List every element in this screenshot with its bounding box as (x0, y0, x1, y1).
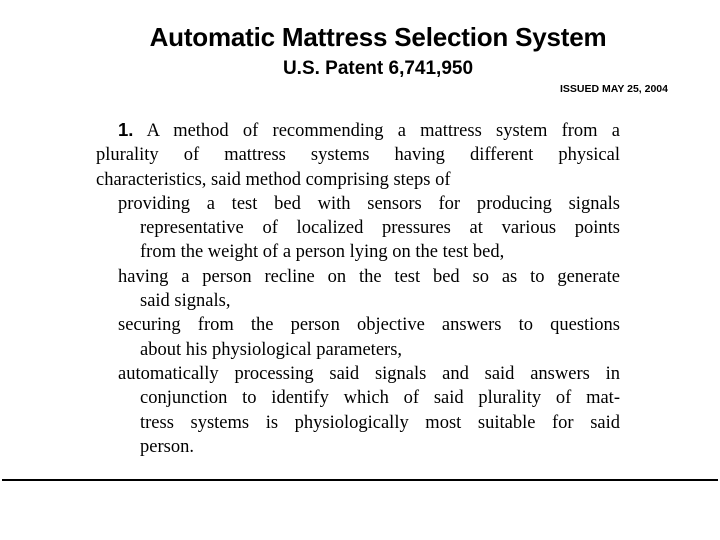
claim-number: 1. (118, 119, 134, 140)
issue-date: ISSUED MAY 25, 2004 (560, 83, 668, 95)
claim-line: representative of localized pressures at various points (140, 218, 620, 239)
claim-line: from the weight of a person lying on the test bed, (140, 242, 505, 263)
claim-line: providing a test bed with sensors for producing signals (118, 193, 620, 214)
slide-title: Automatic Mattress Selection System (149, 22, 607, 52)
claim-line: characteristics, said method comprising steps of (96, 169, 451, 190)
divider-line (2, 479, 718, 481)
claim-line: tress systems is physiologically most suitable for said (140, 412, 620, 433)
patent-claim (96, 118, 620, 459)
claim-line: conjunction to identify which of said plurality of mat- (140, 388, 620, 409)
patent-number: U.S. Patent 6,741,950 (282, 58, 474, 79)
claim-line: said signals, (140, 291, 231, 312)
claim-line: about his physiological parameters, (140, 339, 403, 360)
claim-line: person. (140, 436, 194, 457)
claim-line: plurality of mattress systems having different physical (96, 145, 620, 166)
claim-line: securing from the person objective answers to questions (118, 315, 620, 336)
claim-line: automatically processing said signals and said answers in (118, 363, 620, 384)
claim-line: 1. A method of recommending a mattress system from a (118, 119, 620, 141)
claim-line: having a person recline on the test bed so as to generate (118, 266, 620, 287)
